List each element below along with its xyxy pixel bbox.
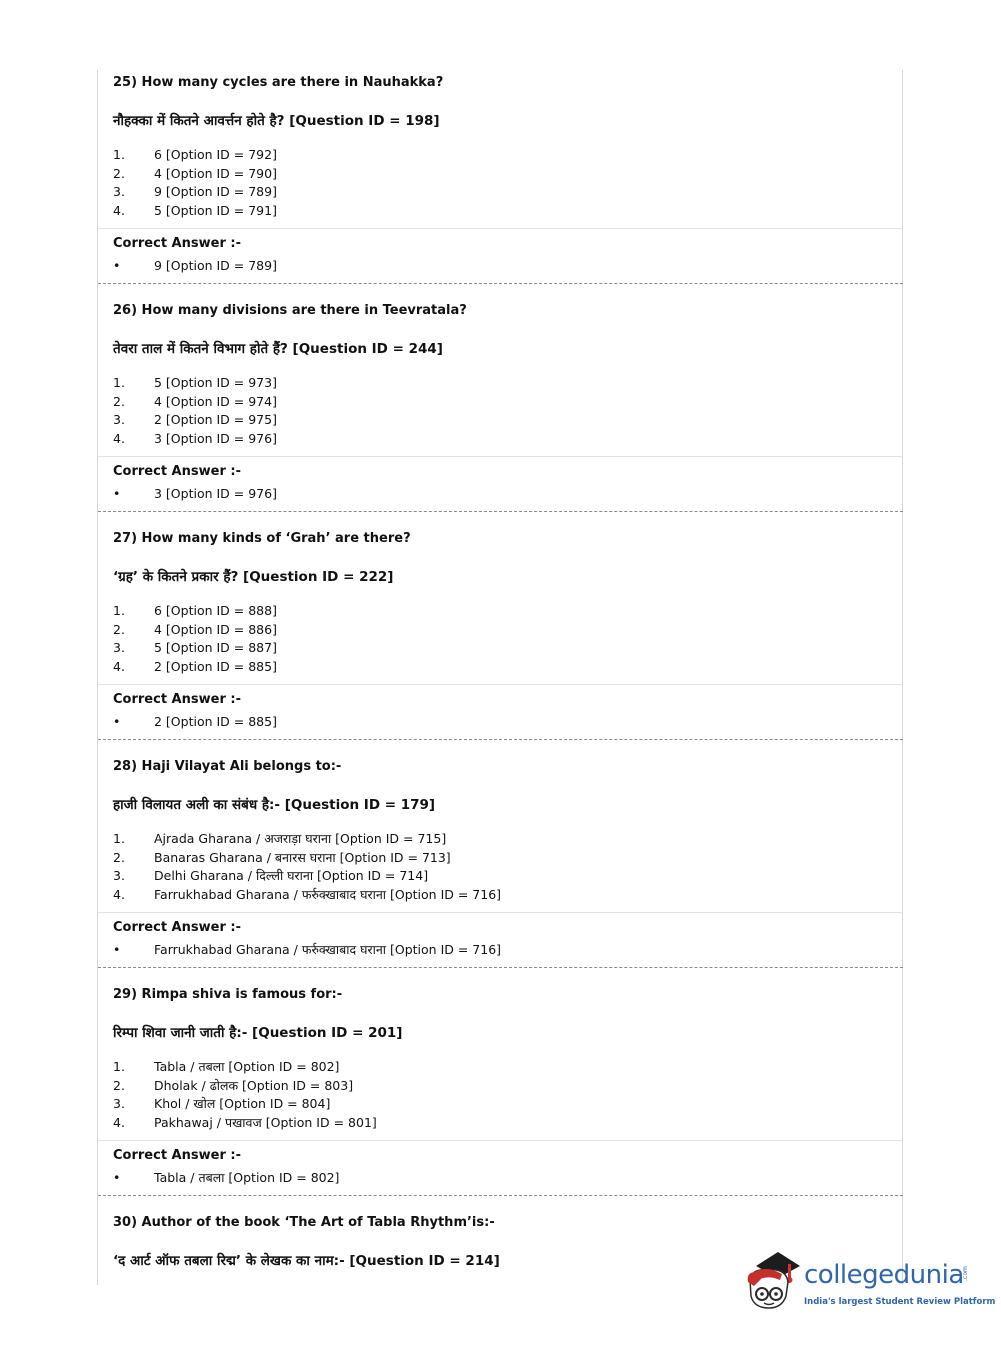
question-hindi: ‘ग्रह’ के कितने प्रकार हैं? [Question ID = 222]	[113, 569, 394, 585]
question-hindi: हाजी विलायत अली का संबंध है:- [Question ID = 179]	[113, 797, 436, 813]
logo-suffix: .com	[961, 1266, 969, 1281]
answer-divider	[98, 684, 903, 685]
question-hindi: नौहक्का में कितने आवर्त्तन होते है? [Question ID = 198]	[113, 113, 440, 129]
question-divider	[98, 739, 903, 740]
question-divider	[98, 1195, 903, 1196]
document-page: 25) How many cycles are there in Nauhakka? नौहक्का में कितने आवर्त्तन होते है? [Question ID = 198] 1. 6 [Option ID = 792] 2. 4 [Option ID = 790] 3. 9 [Option ID = 789] 4. 5 [Option ID = 791] Correct Answer :- • 9 [Option ID = 789] 26) How many divisions are there in Teevratala? तेवरा ताल में कितने विभाग होते हैं? [Question ID = 244] 1. 5 [Option ID = 973] 2. 4 [Option ID = 974] 3. 2 [Option ID = 975] 4. 3 [Option ID = 976] Correct Answer :- • 3 [Option ID = 976] 27) How many kinds of ‘Grah’ are there? ‘ग्रह’ के कितने प्रकार हैं? [Question ID = 222] 1. 6 [Option ID = 888] 2. 4 [Option ID = 886] 3. 5 [Option ID = 887] 4. 2 [Option ID = 885] Correct Answer :- • 2 [Option ID = 885] 28) Haji Vilayat Ali belongs to:- हाजी विलायत अली का संबंध है:- [Question ID = 179] 1. Ajrada Gharana / अजराड़ा घराना [Option ID = 715] 2. Banaras Gharana / बनारस घराना [Option ID = 713] 3. Delhi Gharana / दिल्ली घराना [Option ID = 714] 4. Farrukhabad Gharana / फर्रुक्खाबाद घराना [Option ID = 716] Correct Answer :- • Farrukhabad Gharana / फर्रुक्खाबाद घराना [Option ID = 716] 29) Rimpa shiva is famous for:- रिम्पा शिवा जानी जाती है:- [Question ID = 201] 1. Tabla / तबला [Option ID = 802] 2. Dholak / ढोलक [Option ID = 803] 3. Khol / खोल [Option ID = 804] 4. Pakhawaj / पखावज [Option ID = 801] Correct Answer :- • Tabla / तबला [Option ID = 802] 30) Author of the book ‘The Art of Tabla Rhythm’is:- ‘द आर्ट ऑफ तबला रिद्म’ के लेखक का नाम:- [Question ID = 214]	[97, 70, 903, 1285]
mascot-icon	[742, 1250, 804, 1314]
correct-answer-label: Correct Answer :-	[113, 1148, 241, 1163]
question-title: 30) Author of the book ‘The Art of Tabla Rhythm’is:-	[113, 1215, 495, 1230]
question-divider	[98, 967, 903, 968]
answer-divider	[98, 1140, 903, 1141]
correct-answer-label: Correct Answer :-	[113, 236, 241, 251]
collegedunia-logo[interactable]	[742, 1248, 996, 1318]
question-hindi: ‘द आर्ट ऑफ तबला रिद्म’ के लेखक का नाम:- [Question ID = 214]	[113, 1253, 500, 1269]
correct-answer-label: Correct Answer :-	[113, 920, 241, 935]
question-hindi: तेवरा ताल में कितने विभाग होते हैं? [Question ID = 244]	[113, 341, 443, 357]
question-title: 26) How many divisions are there in Teevratala?	[113, 303, 467, 318]
logo-tagline: India's largest Student Review Platform	[804, 1297, 996, 1307]
question-divider	[98, 511, 903, 512]
answer-divider	[98, 228, 903, 229]
question-hindi: रिम्पा शिवा जानी जाती है:- [Question ID = 201]	[113, 1025, 403, 1041]
question-divider	[98, 283, 903, 284]
logo-wordmark: collegedunia	[804, 1260, 964, 1290]
answer-divider	[98, 456, 903, 457]
correct-answer-label: Correct Answer :-	[113, 464, 241, 479]
correct-answer-label: Correct Answer :-	[113, 692, 241, 707]
question-title: 28) Haji Vilayat Ali belongs to:-	[113, 759, 342, 774]
question-title: 25) How many cycles are there in Nauhakka?	[113, 75, 444, 90]
answer-divider	[98, 912, 903, 913]
question-title: 27) How many kinds of ‘Grah’ are there?	[113, 531, 411, 546]
question-title: 29) Rimpa shiva is famous for:-	[113, 987, 343, 1002]
